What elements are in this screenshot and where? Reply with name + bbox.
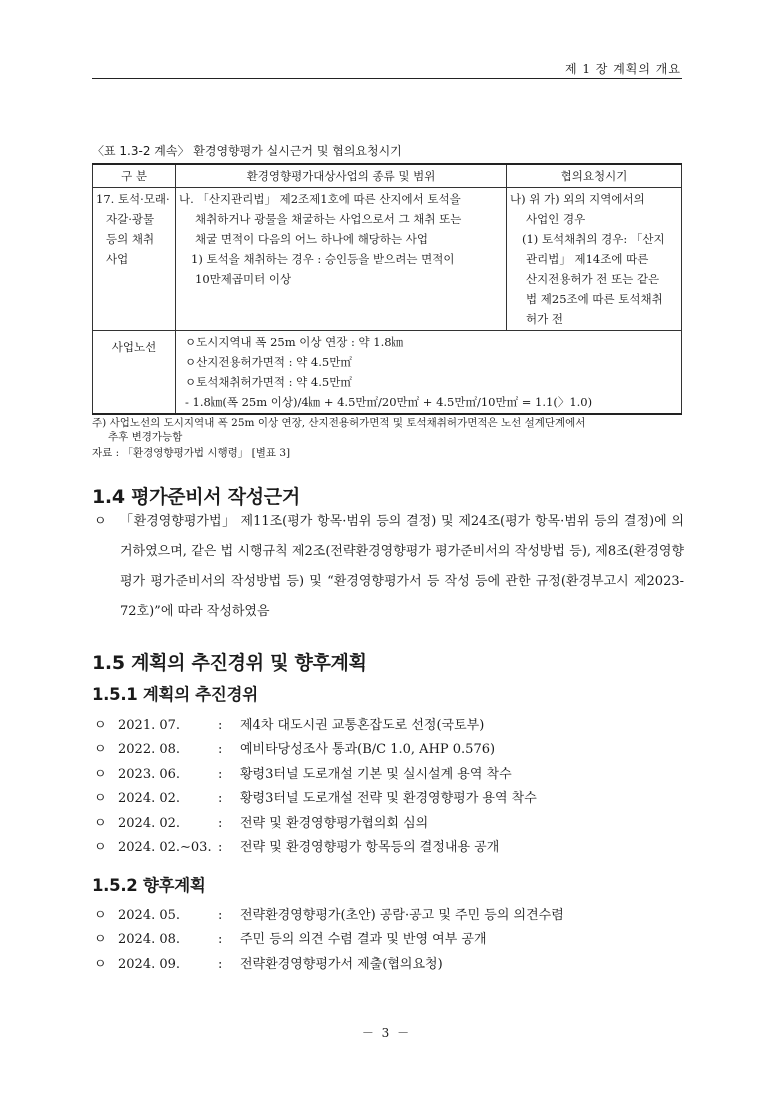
item-date: 2024. 02. [118,791,181,807]
header-category: 구 분 [93,164,176,188]
bullet-icon: ㅇ [94,791,107,807]
list-item [92,836,684,860]
item-text: 전략 및 환경영향평가협의회 심의 [240,815,429,831]
chapter-header: 제 1 장 계획의 개요 [564,62,681,76]
history-list [92,714,684,860]
category-line: 자갈·광물 [106,212,155,226]
row2-category: 사업노선 [93,331,176,415]
scope-line: 채굴 면적이 다음의 어느 하나에 해당하는 사업 [195,232,429,246]
item-text: 전략환경영향평가(초안) 공람·공고 및 주민 등의 의견수렴 [240,908,564,923]
bullet-icon: ㅇ [94,908,107,923]
list-item [92,953,684,977]
item-colon: : [218,932,223,948]
item-colon: : [218,742,223,758]
item-date: 2022. 08. [118,742,181,758]
item-colon: : [218,815,223,831]
item-date: 2024. 02.∼03. [118,839,212,855]
row2-details [176,331,682,415]
timing-line: 관리법」 제14조에 따른 [526,252,649,266]
table-row [93,188,682,331]
scope-line: 10만제곱미터 이상 [195,272,292,286]
list-item [92,763,684,787]
item-text: 예비타당성조사 통과(B/C 1.0, AHP 0.576) [240,742,496,758]
route-detail: ㅇ산지전용허가면적 : 약 4.5만㎡ [185,355,352,369]
category-line: 등의 채취 [106,232,155,246]
section-1-5-2-title: 1.5.2 향후계획 [92,876,206,895]
item-colon: : [218,718,223,733]
header-rule [92,78,682,79]
section-1-4-title: 1.4 평가준비서 작성근거 [92,486,300,508]
row1-timing [507,188,682,331]
section-1-4-paragraph [92,507,684,627]
table-header-row [93,164,682,188]
timing-line: 나) 위 가) 외의 지역에서의 [510,192,645,206]
route-detail: ㅇ토석채취허가면적 : 약 4.5만㎡ [185,375,352,389]
item-text: 주민 등의 의견 수렴 결과 및 반영 여부 공개 [240,932,487,948]
section-1-5-title: 1.5 계획의 추진경위 및 향후계획 [92,652,367,674]
header-timing: 협의요청시기 [507,164,682,188]
list-item [92,714,684,738]
item-text: 전략 및 환경영향평가 항목등의 결정내용 공개 [240,839,500,855]
scope-line: 나. 「산지관리법」 제2조제1호에 따른 산지에서 토석을 [179,192,461,206]
timing-line: 허가 전 [526,312,563,326]
item-text: 황령3터널 도로개설 전략 및 환경영향평가 용역 착수 [240,791,537,807]
item-text: 전략환경영향평가서 제출(협의요청) [240,956,443,972]
table-footnote: 주) 사업노선의 도시지역내 폭 25m 이상 연장, 산지전용허가면적 및 토석채취허가면적은 노선 설계단계에서 [92,417,586,429]
list-item [92,787,684,811]
bullet-icon: ㅇ [94,839,107,855]
bullet-icon: ㅇ [94,718,107,733]
list-item [92,928,684,952]
header-scope: 환경영향평가대상사업의 종류 및 범위 [176,164,507,188]
list-item [92,738,684,762]
list-item [92,812,684,836]
timing-line: 사업인 경우 [526,212,586,226]
item-colon: : [218,908,223,923]
bullet-icon: ㅇ [94,742,107,758]
scope-line: 채취하거나 광물을 채굴하는 사업으로서 그 채취 또는 [195,212,462,226]
item-text: 황령3터널 도로개설 기본 및 실시설계 용역 착수 [240,766,512,782]
bullet-icon: ㅇ [94,956,107,972]
row1-scope [176,188,507,331]
category-line: 17. 토석·모래· [96,192,170,206]
plans-list [92,904,684,977]
table-source: 자료 : 「환경영향평가법 시행령」 [별표 3] [92,447,291,459]
row1-category [93,188,176,331]
evaluation-table [92,163,682,415]
scope-line: 1) 토석을 채취하는 경우 : 승인등을 받으려는 면적이 [191,252,455,266]
item-date: 2024. 09. [118,956,181,972]
item-text: 제4차 대도시권 교통혼잡도로 선정(국토부) [240,718,485,733]
item-colon: : [218,956,223,972]
item-date: 2024. 05. [118,908,181,923]
item-date: 2024. 02. [118,815,181,831]
timing-line: 산지전용허가 전 또는 같은 [526,272,660,286]
paragraph-text: 「환경영향평가법」 제11조(평가 항목·범위 등의 결정) 및 제24조(평가 항목·범위 등의 결정)에 의거하였으며, 같은 법 시행규칙 제2조(전략환경영향평가 평가준비서의 작성방법 등), 제8조(환경영향평가 평가준비서의 작성방법 등) 및 “환경영향평가서 등 작성 등에 관한 규정(환경부고시 제2023-72호)”에 따라 작성하였음 [120,514,684,619]
bullet-icon: ㅇ [94,815,107,831]
bullet-icon: ㅇ [94,514,107,529]
item-colon: : [218,791,223,807]
bullet-icon: ㅇ [94,766,107,782]
category-line: 사업 [106,252,129,266]
table-footnote-cont: 추후 변경가능함 [108,431,183,443]
item-colon: : [218,766,223,782]
timing-line: (1) 토석채취의 경우: 「산지 [522,232,665,246]
route-detail: ㅇ도시지역내 폭 25m 이상 연장 : 약 1.8㎞ [185,335,404,349]
timing-line: 법 제25조에 따른 토석채취 [526,292,663,306]
item-date: 2023. 06. [118,766,181,782]
section-1-5-1-title: 1.5.1 계획의 추진경위 [92,685,258,704]
item-colon: : [218,839,223,855]
route-detail: - 1.8㎞(폭 25m 이상)/4㎞ + 4.5만㎡/20만㎡ + 4.5만㎡/10만㎡ = 1.1(〉1.0) [185,395,593,409]
page-number: － 3 － [361,1026,412,1040]
item-date: 2021. 07. [118,718,181,733]
item-date: 2024. 08. [118,932,181,948]
table-row [93,331,682,415]
bullet-icon: ㅇ [94,932,107,948]
table-caption: 〈표 1.3-2 계속〉 환경영향평가 실시근거 및 협의요청시기 [92,144,402,158]
list-item [92,904,684,928]
